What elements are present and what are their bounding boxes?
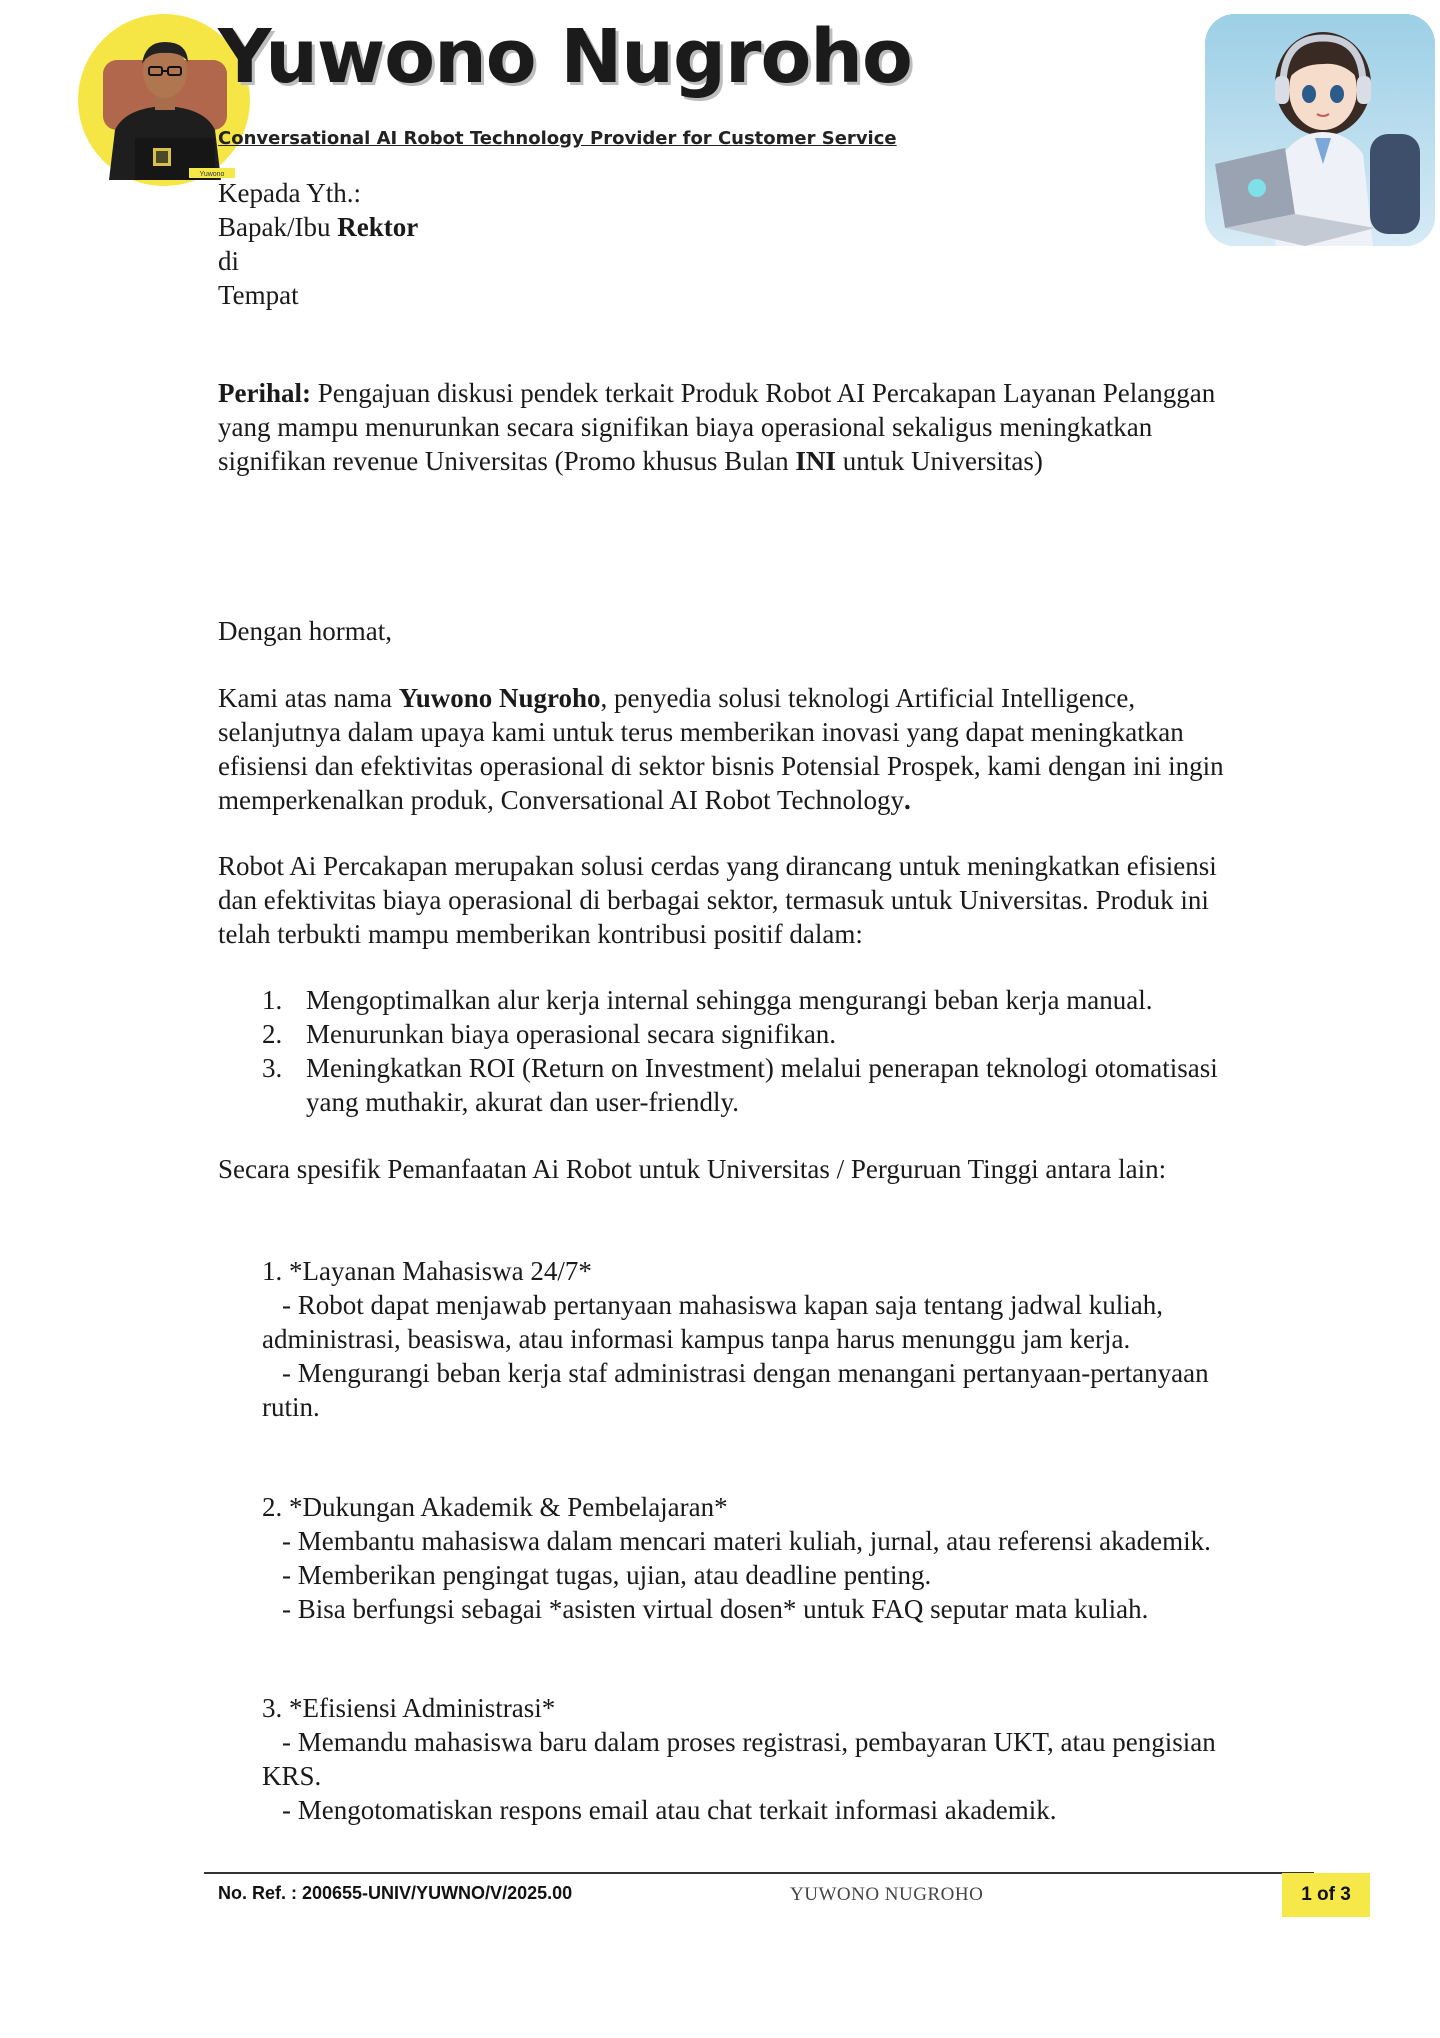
recipient-block bbox=[218, 176, 418, 312]
use-case-admin-efficiency bbox=[262, 1691, 1252, 1827]
footer-company-name: YUWONO NUGROHO bbox=[790, 1884, 984, 1905]
recipient-line-1: Kepada Yth.: bbox=[218, 178, 361, 208]
intro-prefix: Kami atas nama bbox=[218, 683, 399, 713]
subject-bold: INI bbox=[795, 446, 836, 476]
recipient-role: Rektor bbox=[337, 212, 419, 242]
list-item-text: Mengoptimalkan alur kerja internal sehingga mengurangi beban kerja manual. bbox=[306, 985, 1153, 1015]
list-item bbox=[218, 1051, 1228, 1119]
footer-reference-number: No. Ref. : 200655-UNIV/YUWNO/V/2025.00 bbox=[218, 1883, 573, 1903]
intro-end: . bbox=[903, 785, 911, 815]
list-item-text: Meningkatkan ROI (Return on Investment) melalui penerapan teknologi otomatisasi yang muthakir, akurat dan user-friendly. bbox=[306, 1053, 1218, 1117]
ai-assistant-avatar-image bbox=[1205, 14, 1435, 246]
use-case-item: - Memandu mahasiswa baru dalam proses registrasi, pembayaran UKT, atau pengisian KRS. bbox=[262, 1727, 1216, 1791]
recipient-line-2 bbox=[218, 210, 418, 244]
recipient-line-4: Tempat bbox=[218, 280, 299, 310]
list-item-text: Menurunkan biaya operasional secara signifikan. bbox=[306, 1019, 837, 1049]
list-item-number: 3. bbox=[262, 1053, 283, 1083]
recipient-line-3: di bbox=[218, 246, 240, 276]
use-case-intro: Secara spesifik Pemanfaatan Ai Robot untuk Universitas / Perguruan Tinggi antara lain: bbox=[218, 1154, 1167, 1184]
profile-photo-image bbox=[95, 20, 235, 180]
subject-label: Perihal: bbox=[218, 378, 311, 408]
list-item bbox=[218, 983, 1228, 1017]
use-case-item: - Mengurangi beban kerja staf administrasi dengan menangani pertanyaan-pertanyaan rutin. bbox=[262, 1358, 1209, 1422]
use-case-item: - Memberikan pengingat tugas, ujian, atau deadline penting. bbox=[282, 1560, 932, 1590]
subject-text-1: Pengajuan diskusi pendek terkait Produk Robot AI Percakapan Layanan Pelanggan yang mampu menurunkan secara signifikan biaya operasional sekaligus meningkatkan signifikan revenue Universitas (Promo khusus Bulan bbox=[218, 378, 1216, 476]
use-case-title: 1. *Layanan Mahasiswa 24/7* bbox=[262, 1256, 592, 1286]
benefit-list bbox=[218, 983, 1228, 1119]
use-case-item: - Membantu mahasiswa dalam mencari materi kuliah, jurnal, atau referensi akademik. bbox=[282, 1526, 1211, 1556]
footer-divider bbox=[204, 1872, 1314, 1874]
list-item-number: 2. bbox=[262, 1019, 283, 1049]
use-case-title: 3. *Efisiensi Administrasi* bbox=[262, 1693, 556, 1723]
brand-tagline: Conversational AI Robot Technology Provider for Customer Service bbox=[218, 128, 897, 149]
subject-text-2: untuk Universitas) bbox=[835, 446, 1043, 476]
subject-paragraph bbox=[218, 376, 1238, 478]
recipient-title: Bapak/Ibu bbox=[218, 212, 338, 242]
intro-rest: , penyedia solusi teknologi Artificial Intelligence, selanjutnya dalam upaya kami untuk terus memberikan inovasi yang dapat meningkatkan efisiensi dan efektivitas operasional di sektor bisnis Potensial Prospek, kami dengan ini ingin memperkenalkan produk, Conversational AI Robot Technology bbox=[218, 683, 1224, 815]
intro-company-name: Yuwono Nugroho bbox=[398, 683, 601, 713]
brand-name: Yuwono Nugroho bbox=[218, 14, 912, 100]
intro-paragraph bbox=[218, 681, 1258, 817]
use-case-item: - Robot dapat menjawab pertanyaan mahasiswa kapan saja tentang jadwal kuliah, administrasi, beasiswa, atau informasi kampus tanpa harus menunggu jam kerja. bbox=[262, 1290, 1163, 1354]
list-item-number: 1. bbox=[262, 985, 283, 1015]
photo-badge-text: Yuwono bbox=[199, 171, 225, 178]
product-paragraph: Robot Ai Percakapan merupakan solusi cerdas yang dirancang untuk meningkatkan efisiensi dan efektivitas biaya operasional di berbagai sektor, termasuk untuk Universitas. Produk ini telah terbukti mampu memberikan kontribusi positif dalam: bbox=[218, 851, 1217, 949]
use-case-academic-support bbox=[262, 1490, 1252, 1626]
use-case-item: - Mengotomatiskan respons email atau chat terkait informasi akademik. bbox=[282, 1795, 1057, 1825]
list-item bbox=[218, 1017, 1228, 1051]
use-case-student-service bbox=[262, 1254, 1252, 1424]
page-number-badge: 1 of 3 bbox=[1282, 1873, 1370, 1917]
greeting: Dengan hormat, bbox=[218, 616, 392, 646]
use-case-item: - Bisa berfungsi sebagai *asisten virtual dosen* untuk FAQ seputar mata kuliah. bbox=[282, 1594, 1149, 1624]
use-case-title: 2. *Dukungan Akademik & Pembelajaran* bbox=[262, 1492, 728, 1522]
